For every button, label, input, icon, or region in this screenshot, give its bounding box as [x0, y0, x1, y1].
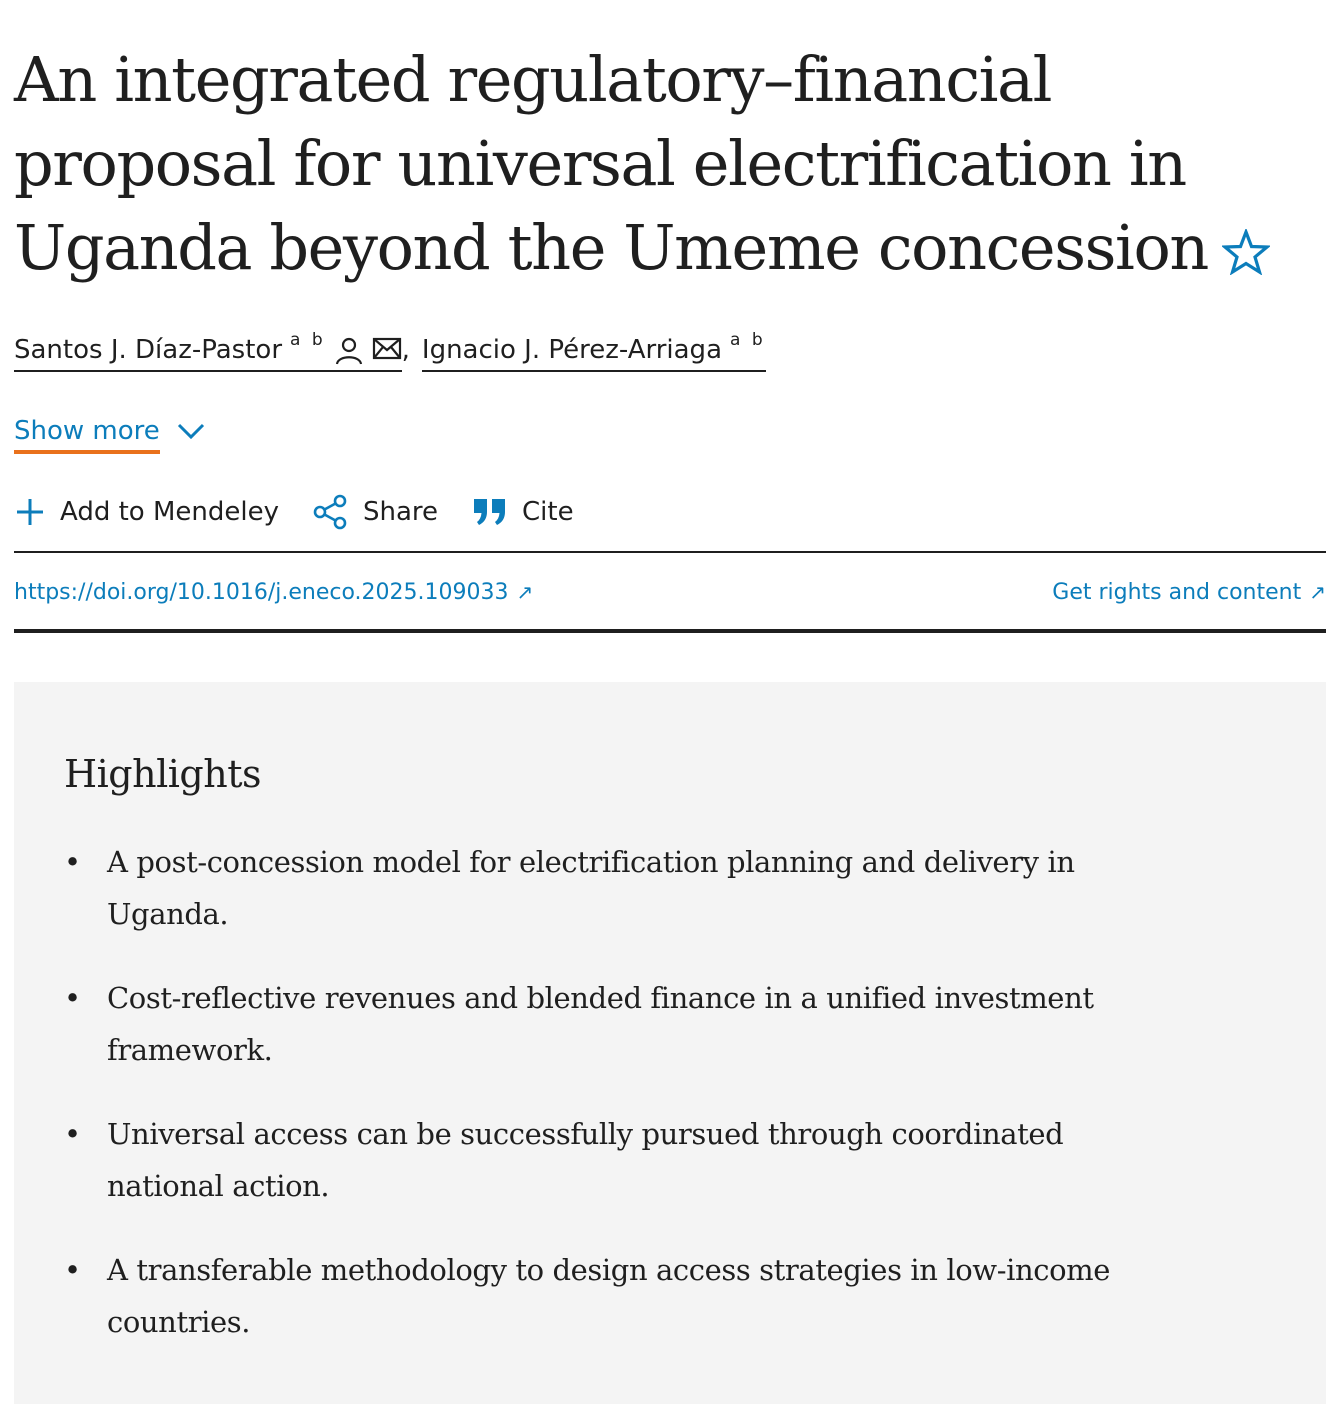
external-link-icon: ↗	[1309, 580, 1326, 604]
quote-icon	[472, 496, 508, 528]
author-name: Ignacio J. Pérez-Arriaga	[421, 335, 722, 365]
bullet: •	[64, 1253, 81, 1287]
author-separator: ,	[401, 335, 410, 365]
highlight-text: Universal access can be successfully pursued through coordinated national action.	[107, 1117, 1064, 1203]
author-link-diaz-pastor[interactable]	[14, 330, 402, 372]
highlight-text: A transferable methodology to design access strategies in low-income countries.	[107, 1253, 1111, 1339]
add-to-mendeley-button[interactable]	[14, 496, 279, 528]
person-icon	[334, 336, 364, 373]
doi-row	[14, 574, 1326, 614]
cite-button[interactable]	[472, 496, 574, 528]
article-title	[14, 38, 1326, 296]
highlight-item	[64, 1108, 1124, 1212]
article-toolbar	[14, 490, 608, 534]
star-icon[interactable]	[1222, 212, 1270, 296]
external-link-icon: ↗	[516, 580, 534, 604]
highlight-text: A post-concession model for electrification planning and delivery in Uganda.	[107, 845, 1075, 931]
share-button[interactable]	[313, 494, 438, 530]
add-to-mendeley-label: Add to Mendeley	[60, 497, 279, 527]
author-affiliations: a b	[290, 330, 326, 350]
highlight-item	[64, 972, 1124, 1076]
bullet: •	[64, 1117, 81, 1151]
highlights-title: Highlights	[64, 752, 261, 796]
chevron-down-icon	[176, 418, 206, 448]
show-more-label: Show more	[14, 414, 160, 454]
get-rights-text: Get rights and content	[1052, 580, 1302, 605]
doi-text: https://doi.org/10.1016/j.eneco.2025.109033	[14, 580, 509, 605]
highlight-item	[64, 1244, 1124, 1348]
bullet: •	[64, 981, 81, 1015]
highlights-list	[64, 836, 1124, 1380]
bullet: •	[64, 845, 81, 879]
author-affiliations: a b	[730, 330, 766, 350]
author-link-perez-arriaga[interactable]	[422, 330, 766, 372]
doi-link[interactable]	[14, 574, 533, 611]
cite-label: Cite	[522, 497, 574, 527]
get-rights-link[interactable]	[1052, 574, 1326, 611]
share-icon	[313, 494, 349, 530]
share-label: Share	[362, 497, 439, 527]
article-title-text: An integrated regulatory–financial proposal for universal electrification in Uganda beyond the Umeme concession	[14, 43, 1208, 284]
author-list	[14, 330, 766, 374]
divider	[14, 551, 1326, 553]
highlight-item	[64, 836, 1124, 940]
highlight-text: Cost-reflective revenues and blended finance in a unified investment framework.	[107, 981, 1094, 1067]
divider	[14, 629, 1326, 633]
plus-icon	[14, 496, 46, 528]
mail-icon	[372, 336, 402, 369]
author-name: Santos J. Díaz-Pastor	[14, 335, 283, 365]
show-more-button[interactable]	[14, 414, 206, 454]
